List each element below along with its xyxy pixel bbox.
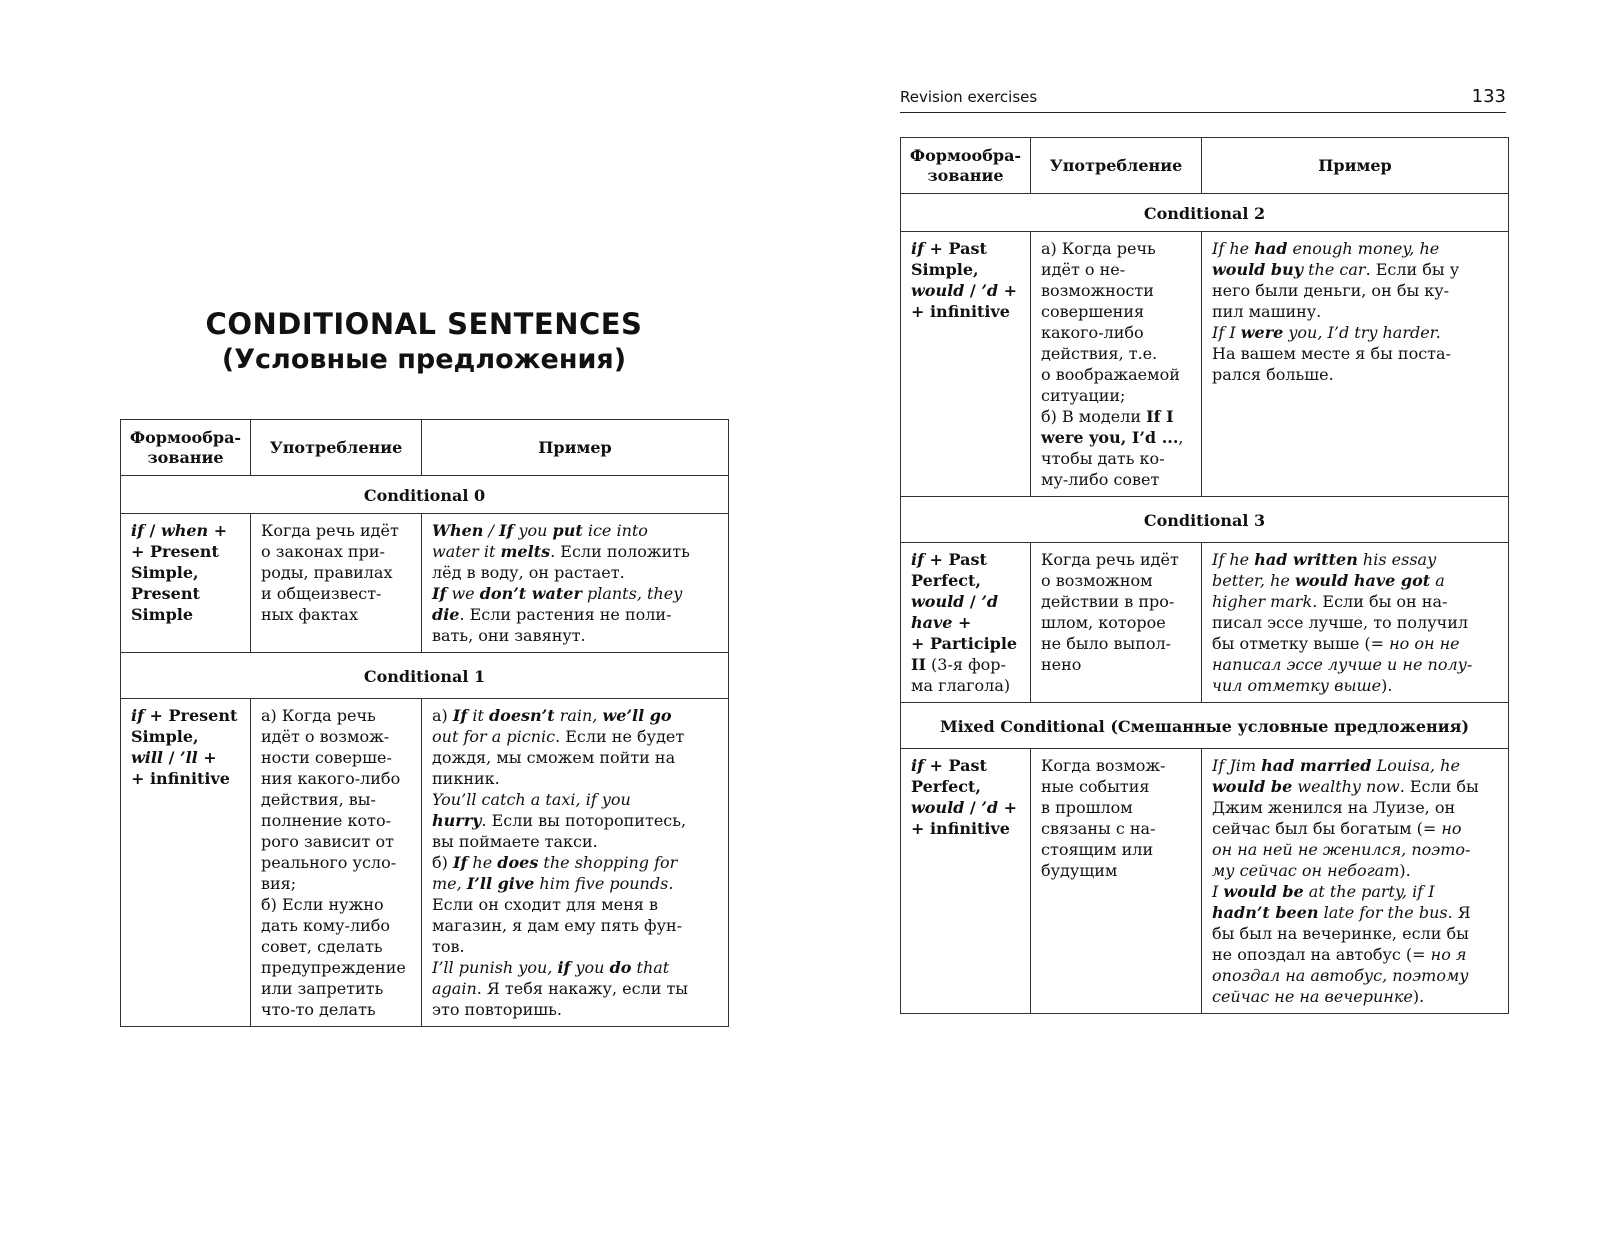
chapter-title-sub: (Условные предложения) [221, 344, 627, 375]
chapter-title [120, 306, 728, 378]
header-formation: Формообра- зование [901, 138, 1031, 194]
usage-cell: Когда речь идёт о возможном действии в про- шлом, которое не было выпол- нено [1031, 543, 1202, 703]
section-conditional-1: Conditional 1 [121, 653, 729, 699]
formation-cell: if + Past Perfect, would / ’d have + + Participle II (3-я фор- ма глагола) [901, 543, 1031, 703]
section-conditional-0: Conditional 0 [121, 476, 729, 514]
table-header-row [901, 138, 1509, 194]
header-formation: Формообра- зование [121, 420, 251, 476]
running-head-title: Revision exercises [900, 88, 1038, 106]
section-mixed-conditional: Mixed Conditional (Смешанные условные предложения) [901, 703, 1509, 749]
header-example: Пример [1202, 138, 1509, 194]
formation-cell: if + Past Simple, would / ’d + + infinitive [901, 232, 1031, 497]
right-page [810, 0, 1620, 1258]
header-usage: Употребление [1031, 138, 1202, 194]
table-row-mixed-conditional [901, 749, 1509, 1014]
usage-cell: Когда речь идёт о законах при- роды, правилах и общеизвест- ных фактах [251, 514, 422, 653]
table-row-conditional-2 [901, 232, 1509, 497]
example-cell: When / If you put ice into water it melts. Если положить лёд в воду, он растает. If we don’t water plants, they die. Если растения не поли- вать, они завянут. [422, 514, 729, 653]
section-conditional-2: Conditional 2 [901, 194, 1509, 232]
running-head [900, 86, 1506, 113]
formation-cell: if + Past Perfect, would / ’d + + infinitive [901, 749, 1031, 1014]
example-cell: If he had enough money, he would buy the car. Если бы у него были деньги, он бы ку- пил машину. If I were you, I’d try harder. На вашем месте я бы поста- рался больше. [1202, 232, 1509, 497]
formation-cell: if + Present Simple, will / ’ll + + infinitive [121, 699, 251, 1027]
header-usage: Употребление [251, 420, 422, 476]
section-conditional-3: Conditional 3 [901, 497, 1509, 543]
conditional-table-right [900, 137, 1509, 1014]
usage-cell: Когда возмож- ные события в прошлом связаны с на- стоящим или будущим [1031, 749, 1202, 1014]
table-header-row [121, 420, 729, 476]
usage-cell: а) Когда речь идёт о не- возможности совершения какого-либо действия, т.е. о воображаемой ситуации; б) В модели If I were you, I’d ..., чтобы дать ко- му-либо совет [1031, 232, 1202, 497]
table-row-conditional-1 [121, 699, 729, 1027]
table-row-conditional-3 [901, 543, 1509, 703]
usage-cell: а) Когда речь идёт о возмож- ности соверше- ния какого-либо действия, вы- полнение кото- рого зависит от реального усло- вия; б) Если нужно дать кому-либо совет, сделать предупреждение или запретить что-то делать [251, 699, 422, 1027]
header-example: Пример [422, 420, 729, 476]
example-cell: If Jim had married Louisa, he would be wealthy now. Если бы Джим женился на Луизе, он сейчас был бы богатым (= но он на ней не женился, поэто- му сейчас он небогат). I would be at the party, if I hadn’t been late for the bus. Я бы был на вечеринке, если бы не опоздал на автобус (= но я опоздал на автобус, поэтому сейчас не на вечеринке). [1202, 749, 1509, 1014]
example-cell: If he had written his essay better, he would have got a higher mark. Если бы он на- писал эссе лучше, то получил бы отметку выше (= но он не написал эссе лучше и не полу- чил отметку выше). [1202, 543, 1509, 703]
page-number: 133 [1471, 86, 1506, 107]
chapter-title-main: CONDITIONAL SENTENCES [205, 307, 643, 341]
formation-cell: if / when + + Present Simple, Present Simple [121, 514, 251, 653]
example-cell: а) If it doesn’t rain, we’ll go out for a picnic. Если не будет дождя, мы сможем пойти на пикник. You’ll catch a taxi, if you hurry. Если вы поторопитесь, вы поймаете такси. б) If he does the shopping for me, I’ll give him five pounds. Если он сходит для меня в магазин, я дам ему пять фун- тов. I’ll punish you, if you do that again. Я тебя накажу, если ты это повторишь. [422, 699, 729, 1027]
conditional-table-left [120, 419, 729, 1027]
table-row-conditional-0 [121, 514, 729, 653]
